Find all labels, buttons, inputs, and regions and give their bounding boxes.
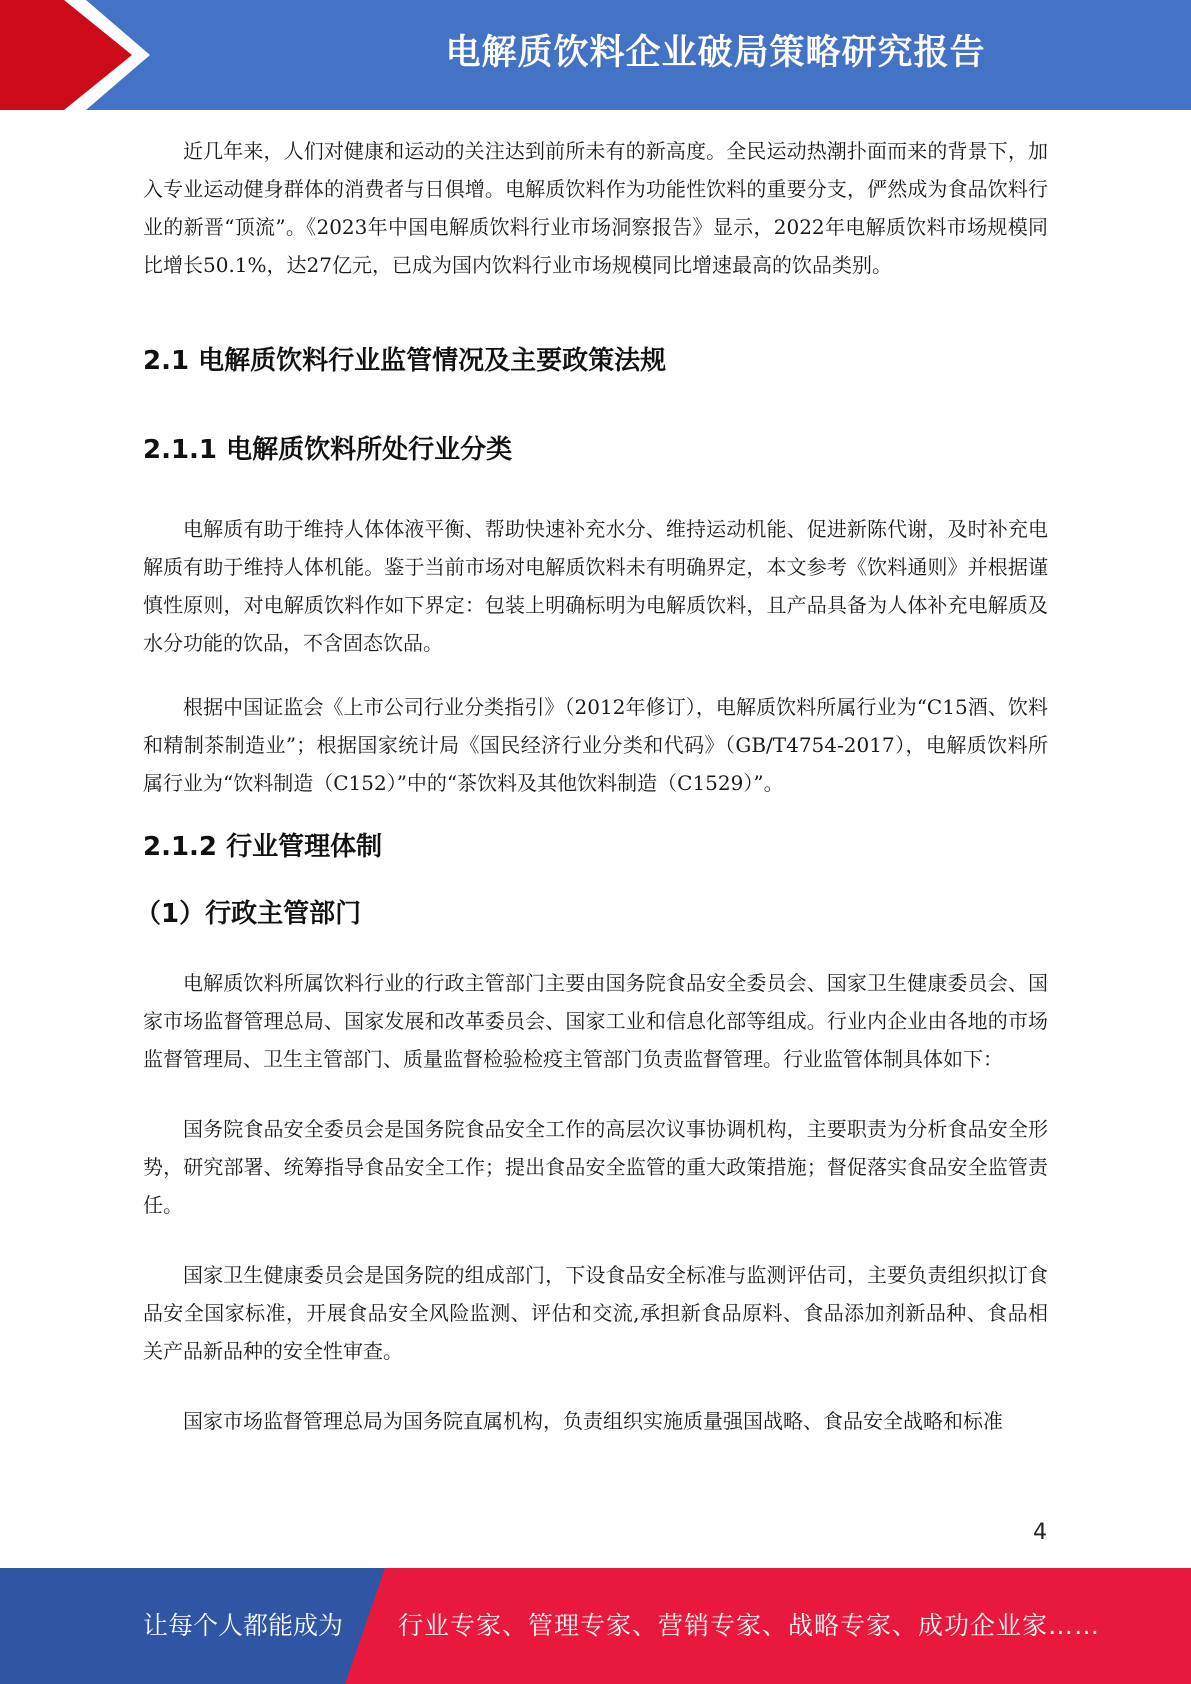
market-regulation-paragraph: 国家市场监督管理总局为国务院直属机构，负责组织实施质量强国战略、食品安全战略和标准 — [183, 1409, 1003, 1433]
section-heading-2-1-1: 2.1.1 电解质饮料所处行业分类 — [143, 435, 513, 465]
footer-slogan-left: 让每个人都能成为 — [143, 1611, 344, 1640]
page-content — [135, 132, 1048, 1440]
page-number: 4 — [1033, 1520, 1047, 1545]
header-arrow-decoration — [0, 0, 160, 110]
page-header — [0, 0, 1191, 110]
section-heading-2-1-2: 2.1.2 行业管理体制 — [143, 832, 383, 862]
section-heading-2-1: 2.1 电解质饮料行业监管情况及主要政策法规 — [143, 346, 667, 376]
intro-paragraph: 近几年来，人们对健康和运动的关注达到前所未有的新高度。全民运动热潮扑面而来的背景下，加入专业运动健身群体的消费者与日俱增。电解质饮料作为功能性饮料的重要分支，俨然成为食品饮料行业的新晋“顶流”。《2023年中国电解质饮料行业市场洞察报告》显示，2022年电解质饮料市场规模同比增长50.1%，达27亿元，已成为国内饮料行业市场规模同比增速最高的饮品类别。 — [143, 139, 1048, 277]
classification-paragraph: 根据中国证监会《上市公司行业分类指引》（2012年修订），电解质饮料所属行业为“C15酒、饮料和精制茶制造业”；根据国家统计局《国民经济行业分类和代码》（GB/T4754-2017），电解质饮料所属行业为“饮料制造（C152）”中的“茶饮料及其他饮料制造（C1529）”。 — [143, 695, 1048, 795]
report-title: 电解质饮料企业破局策略研究报告 — [445, 33, 986, 73]
page-footer — [0, 1568, 1191, 1684]
footer-slogan-right: 行业专家、管理专家、营销专家、战略专家、成功企业家…… — [398, 1611, 1101, 1640]
definition-paragraph: 电解质有助于维持人体体液平衡、帮助快速补充水分、维持运动机能、促进新陈代谢，及时补充电解质有助于维持人体机能。鉴于当前市场对电解质饮料未有明确界定，本文参考《饮料通则》并根据谨慎性原则，对电解质饮料作如下界定：包装上明确标明为电解质饮料，且产品具备为人体补充电解质及水分功能的饮品，不含固态饮品。 — [143, 517, 1048, 655]
authorities-paragraph: 电解质饮料所属饮料行业的行政主管部门主要由国务院食品安全委员会、国家卫生健康委员会、国家市场监督管理总局、国家发展和改革委员会、国家工业和信息化部等组成。行业内企业由各地的市场监督管理局、卫生主管部门、质量监督检验检疫主管部门负责监督管理。行业监管体制具体如下： — [143, 971, 1048, 1071]
health-commission-paragraph: 国家卫生健康委员会是国务院的组成部门，下设食品安全标准与监测评估司，主要负责组织拟订食品安全国家标准，开展食品安全风险监测、评估和交流,承担新食品原料、食品添加剂新品种、食品相关产品新品种的安全性审查。 — [143, 1263, 1048, 1363]
food-safety-committee-paragraph: 国务院食品安全委员会是国务院食品安全工作的高层次议事协调机构，主要职责为分析食品安全形势，研究部署、统筹指导食品安全工作；提出食品安全监管的重大政策措施；督促落实食品安全监管责任。 — [143, 1117, 1048, 1217]
subsection-heading-authorities: （1）行政主管部门 — [135, 899, 362, 929]
